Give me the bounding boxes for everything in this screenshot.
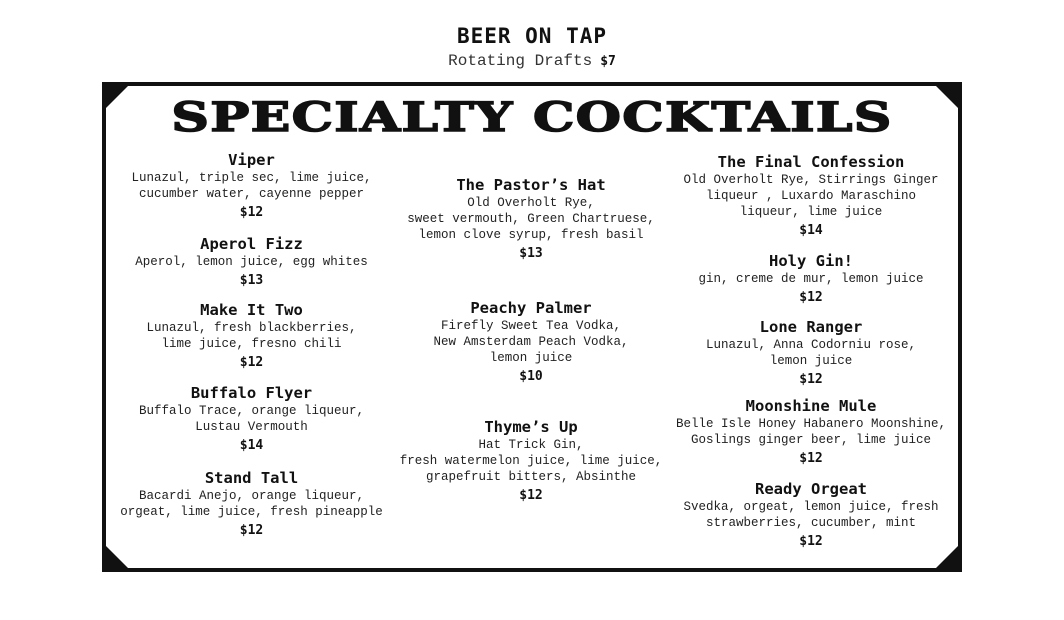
cocktail-name: Buffalo Flyer <box>190 384 313 402</box>
cocktail-item <box>666 480 956 551</box>
cocktail-item <box>394 176 668 263</box>
cocktail-ingredients: sweet vermouth, Green Chartruese, <box>407 212 655 226</box>
cocktail-ingredients: lemon juice <box>489 351 573 365</box>
beer-subtitle: Rotating Drafts <box>448 52 593 70</box>
beer-on-tap-heading: BEER ON TAP <box>456 24 608 48</box>
beer-subtitle-line <box>0 52 1064 71</box>
cocktail-name: The Final Confession <box>717 153 905 171</box>
cocktail-price: $12 <box>239 523 264 538</box>
cocktail-ingredients: Old Overholt Rye, Stirrings Ginger <box>683 173 939 187</box>
cocktail-ingredients: Svedka, orgeat, lemon juice, fresh <box>683 500 939 514</box>
cocktail-ingredients: liqueur, lime juice <box>739 205 883 219</box>
cocktail-item <box>114 301 389 372</box>
specialty-cocktails-heading: SPECIALTY COCKTAILS <box>171 94 893 141</box>
cocktail-ingredients: grapefruit bitters, Absinthe <box>425 470 637 484</box>
cocktail-price: $12 <box>799 372 823 387</box>
cocktail-name: Ready Orgeat <box>755 480 867 498</box>
cocktail-ingredients: Goslings ginger beer, lime juice <box>690 433 932 447</box>
cocktail-name: Stand Tall <box>204 469 299 487</box>
cocktail-price: $12 <box>799 290 823 305</box>
cocktail-price: $13 <box>239 273 264 288</box>
cocktail-price: $10 <box>519 369 543 384</box>
cocktail-ingredients: lemon clove syrup, fresh basil <box>418 228 644 242</box>
cocktail-ingredients: Bacardi Anejo, orange liqueur, <box>138 489 365 503</box>
cocktail-ingredients: cucumber water, cayenne pepper <box>138 187 365 201</box>
cocktail-name: Moonshine Mule <box>745 397 877 415</box>
cocktail-item <box>114 151 389 222</box>
cocktail-ingredients: lime juice, fresno chili <box>161 337 342 351</box>
cocktail-price: $13 <box>519 246 543 261</box>
cocktail-name: Lone Ranger <box>759 318 863 336</box>
cocktail-menu-frame <box>102 82 962 572</box>
cocktail-price: $12 <box>239 355 264 370</box>
frame-corner <box>106 546 128 568</box>
cocktail-ingredients: Lunazul, Anna Codorniu rose, <box>705 338 917 352</box>
cocktail-ingredients: Lustau Vermouth <box>195 420 308 434</box>
cocktail-name: Aperol Fizz <box>200 235 303 253</box>
cocktail-item <box>114 469 389 540</box>
cocktail-price: $14 <box>239 438 264 453</box>
cocktail-price: $14 <box>799 223 823 238</box>
cocktail-ingredients: Aperol, lemon juice, egg whites <box>135 255 368 269</box>
cocktail-ingredients: Hat Trick Gin, <box>478 438 584 452</box>
cocktail-ingredients: fresh watermelon juice, lime juice, <box>399 454 663 468</box>
cocktail-name: Viper <box>228 151 275 169</box>
cocktail-item <box>394 418 668 505</box>
cocktail-ingredients: Buffalo Trace, orange liqueur, <box>138 404 365 418</box>
cocktail-item <box>666 397 956 468</box>
cocktail-ingredients: Lunazul, fresh blackberries, <box>146 321 357 335</box>
cocktail-ingredients: Lunazul, triple sec, lime juice, <box>131 171 372 185</box>
cocktail-item <box>666 318 956 389</box>
cocktail-item <box>114 384 389 455</box>
cocktail-price: $12 <box>519 488 543 503</box>
cocktail-name: Peachy Palmer <box>470 299 592 317</box>
cocktail-name: Thyme’s Up <box>484 418 578 436</box>
cocktail-ingredients: liqueur , Luxardo Maraschino <box>705 189 917 203</box>
cocktail-ingredients: Firefly Sweet Tea Vodka, <box>440 319 622 333</box>
cocktail-item <box>666 252 956 307</box>
cocktail-ingredients: Belle Isle Honey Habanero Moonshine, <box>675 417 947 431</box>
cocktail-name: The Pastor’s Hat <box>456 176 606 194</box>
cocktail-name: Make It Two <box>200 301 303 319</box>
cocktail-item <box>114 235 389 290</box>
beer-price: $7 <box>600 54 616 69</box>
cocktail-price: $12 <box>799 451 823 466</box>
cocktail-name: Holy Gin! <box>769 252 853 270</box>
cocktail-ingredients: gin, creme de mur, lemon juice <box>698 272 924 286</box>
cocktail-ingredients: New Amsterdam Peach Vodka, <box>433 335 629 349</box>
cocktail-item <box>394 299 668 386</box>
cocktail-price: $12 <box>239 205 264 220</box>
cocktail-ingredients: orgeat, lime juice, fresh pineapple <box>120 505 383 519</box>
cocktail-ingredients: strawberries, cucumber, mint <box>705 516 917 530</box>
cocktail-ingredients: lemon juice <box>769 354 853 368</box>
cocktail-item <box>666 153 956 240</box>
cocktail-price: $12 <box>799 534 823 549</box>
cocktail-ingredients: Old Overholt Rye, <box>467 196 595 210</box>
